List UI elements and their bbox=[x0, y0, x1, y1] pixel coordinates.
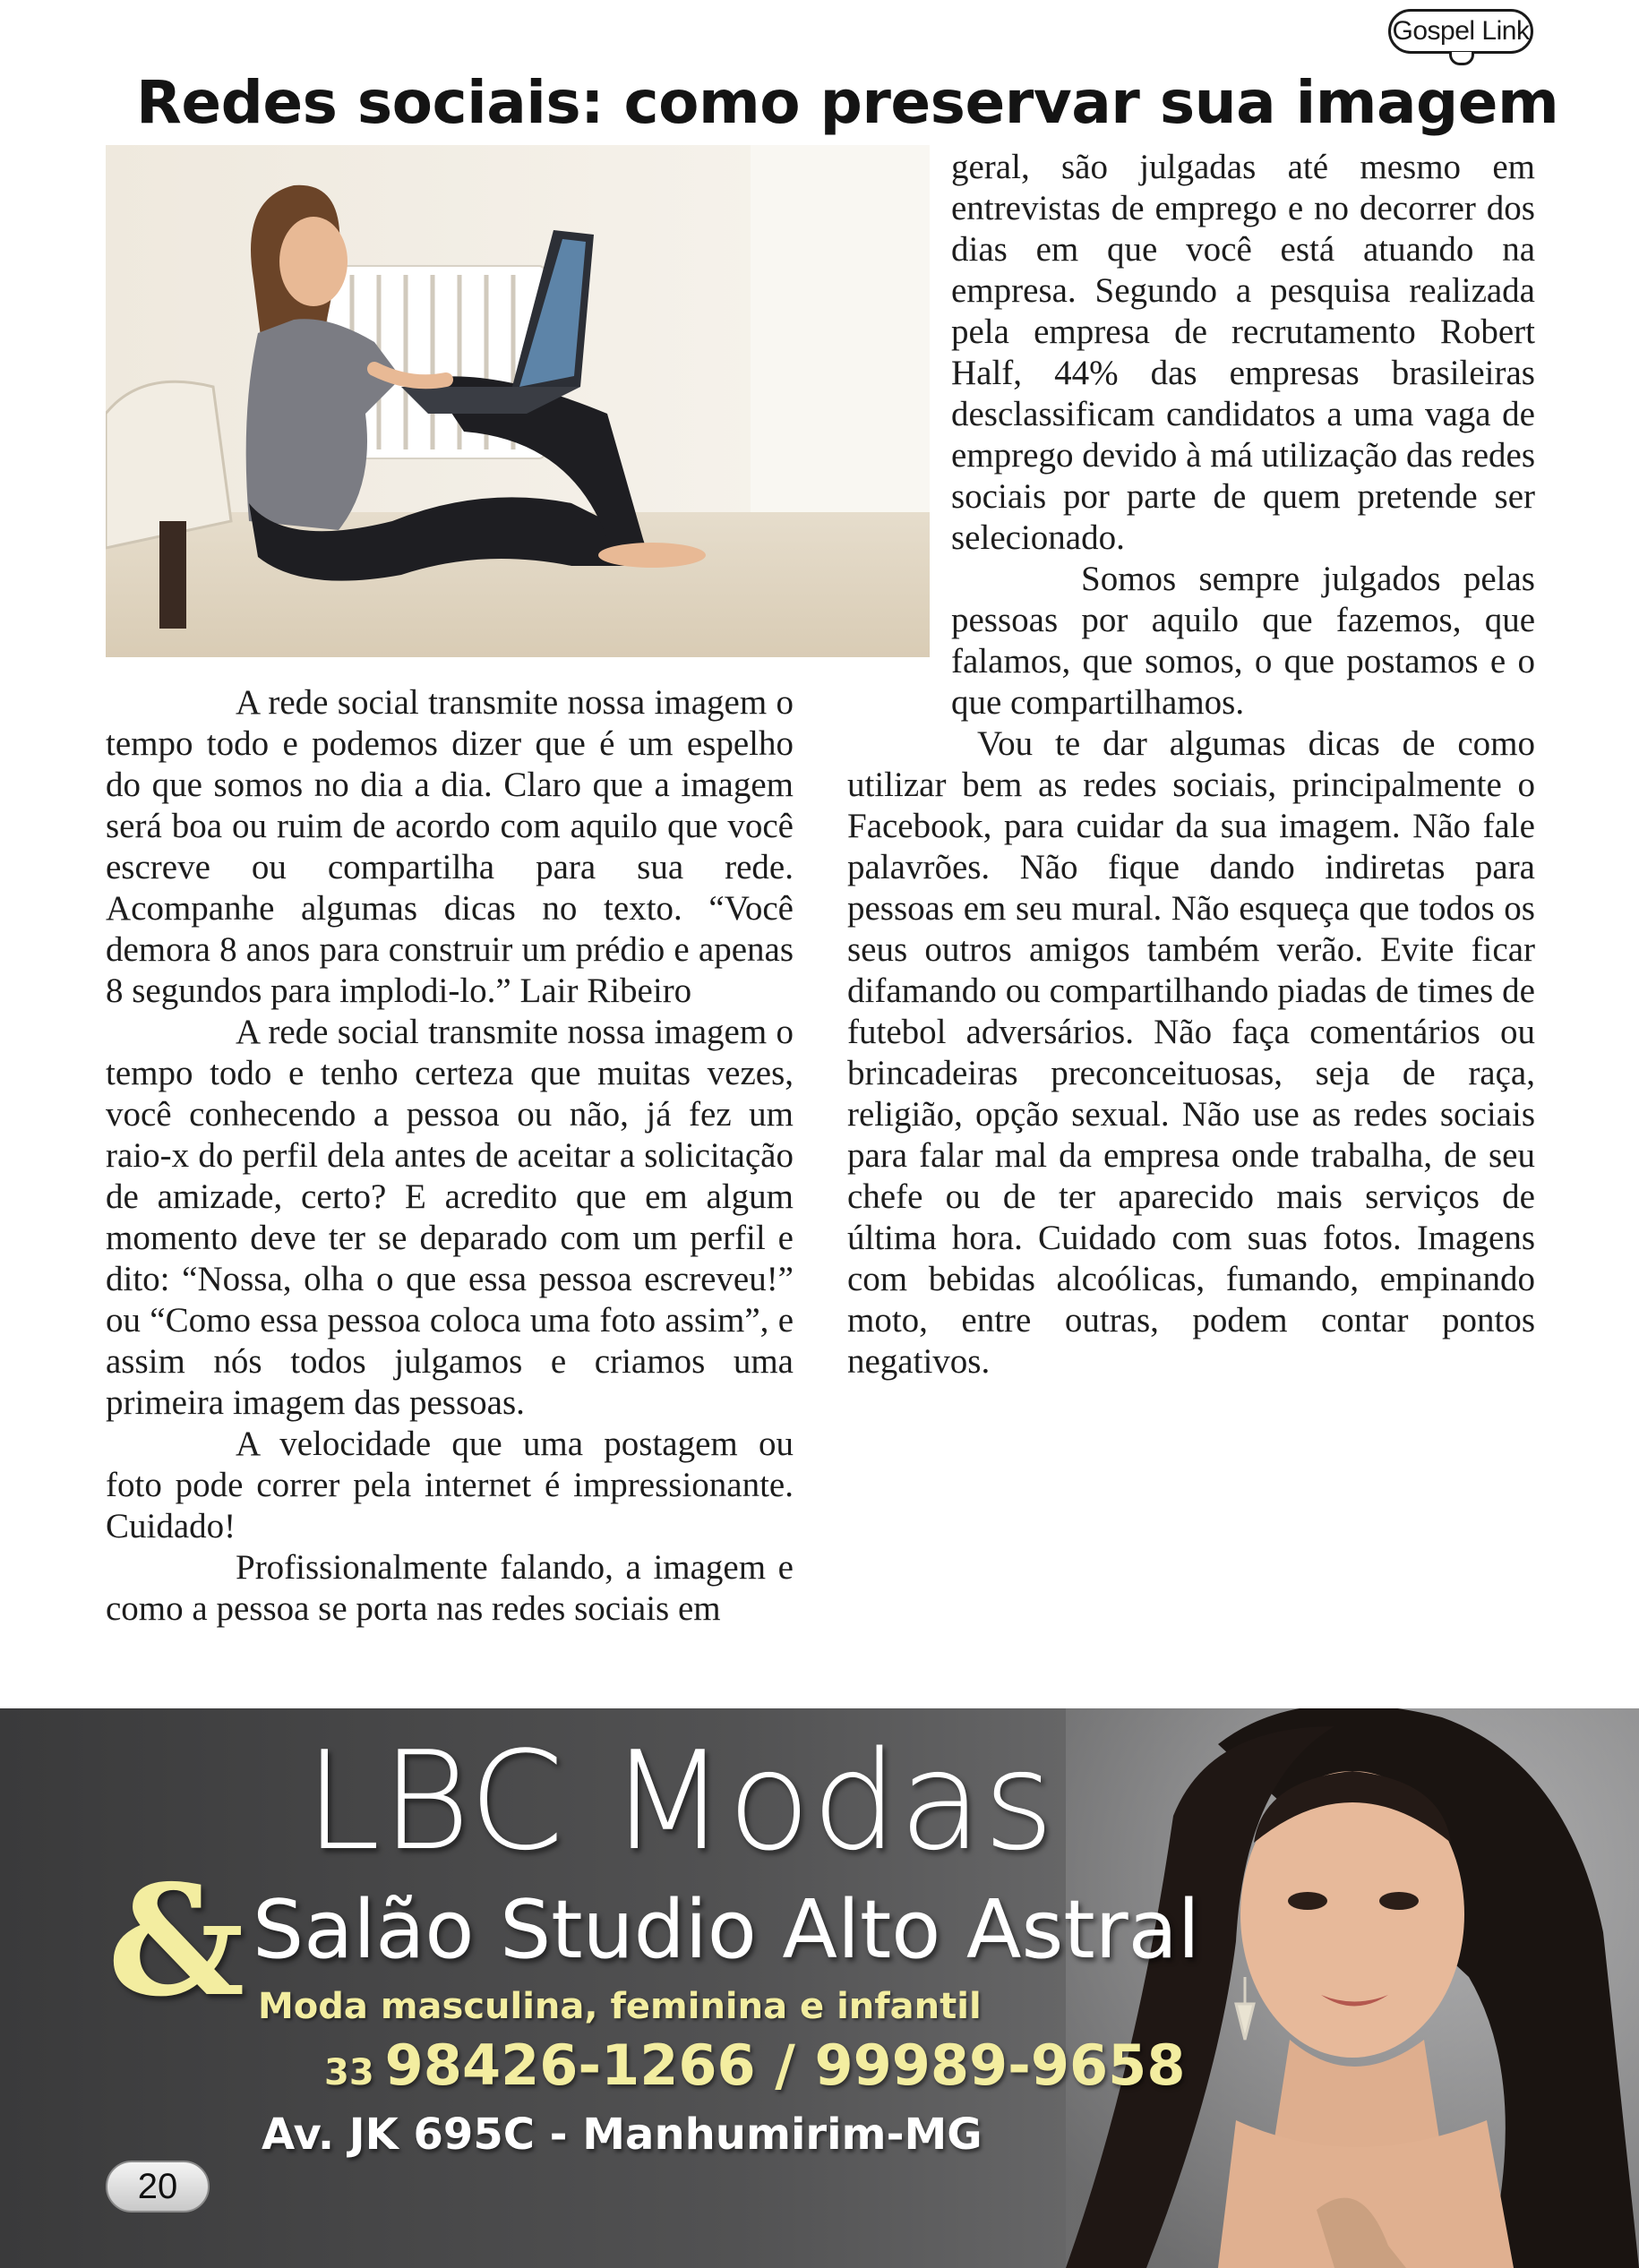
article-column-right-top bbox=[951, 147, 1535, 723]
article-column-left bbox=[106, 682, 794, 1630]
ad-ampersand: & bbox=[107, 1852, 245, 2031]
paragraph: A velocidade que uma postagem ou foto pode correr pela internet é impressionante. Cuidado! bbox=[106, 1425, 794, 1545]
paragraph: Somos sempre julgados pelas pessoas por aquilo que fazemos, que falamos, que somos, o que postamos e o que compartilhamos. bbox=[951, 560, 1535, 722]
model-portrait-illustration bbox=[1066, 1708, 1639, 2268]
paragraph: Vou te dar algumas dicas de como utilizar bem as redes sociais, principalmente o Facebook, para cuidar da sua imagem. Não fale palavrões. Não fique dando indiretas para pessoas em seu mural. Não esqueça que todos os seus outros amigos também verão. Evite ficar difamando ou compartilhando piadas de times de futebol adversários. Não faça comentários ou brincadeiras preconceituosas, seja de raça, religião, opção sexual. Não use as redes sociais para falar mal da empresa onde trabalha, de seu chefe ou de ter aparecido mais serviços de última hora. Cuidado com suas fotos. Imagens com bebidas alcoólicas, fumando, empinando moto, entre outras, podem contar pontos negativos. bbox=[847, 724, 1535, 1381]
paragraph: Profissionalmente falando, a imagem e como a pessoa se porta nas redes sociais em bbox=[106, 1548, 794, 1628]
paragraph: A rede social transmite nossa imagem o tempo todo e podemos dizer que é um espelho do que somos no dia a dia. Claro que a imagem será boa ou ruim de acordo com aquilo que você escreve ou compartilha para sua rede. Acompanhe algumas dicas no texto. “Você demora 8 anos para construir um prédio e apenas 8 segundos para implodi-lo.” Lair Ribeiro bbox=[106, 683, 794, 1010]
ad-phone-area-code: 33 bbox=[324, 2052, 374, 2093]
article-title: Redes sociais: como preservar sua imagem bbox=[136, 68, 1559, 137]
article-photo bbox=[106, 145, 930, 657]
page-number-label: 20 bbox=[137, 2166, 178, 2206]
ad-address: Av. JK 695C - Manhumirim-MG bbox=[262, 2110, 983, 2160]
publication-badge bbox=[1388, 9, 1533, 54]
badge-decoration bbox=[1449, 52, 1474, 65]
paragraph: geral, são julgadas até mesmo em entrevistas de emprego e no decorrer dos dias em que você está atuando na empresa. Segundo a pesquisa realizada pela empresa de recrutamento Robert Half, 44% das empresas brasileiras desclassificam candidatos a uma vaga de emprego devido à má utilização das redes sociais por parte de quem pretende ser selecionado. bbox=[951, 148, 1535, 557]
ad-brand-name: LBC Modas bbox=[305, 1722, 1055, 1880]
advertisement-banner bbox=[0, 1708, 1639, 2268]
publication-badge-label: Gospel Link bbox=[1392, 16, 1530, 46]
ad-phone-numbers bbox=[324, 2033, 1185, 2098]
ad-phone-list: 98426-1266 / 99989-9658 bbox=[384, 2033, 1186, 2098]
ad-tagline: Moda masculina, feminina e infantil bbox=[258, 1986, 982, 2027]
ad-salon-name: Salão Studio Alto Astral bbox=[253, 1883, 1200, 1977]
woman-with-laptop-illustration bbox=[106, 145, 930, 657]
article-column-right-bottom bbox=[847, 723, 1535, 1382]
page-number bbox=[106, 2161, 210, 2212]
paragraph: A rede social transmite nossa imagem o tempo todo e tenho certeza que muitas vezes, você conhecendo a pessoa ou não, já fez um raio-x do perfil dela antes de aceitar a solicitação de amizade, certo? E acredito que em algum momento deve ter se deparado com um perfil e dito: “Nossa, olha o que essa pessoa escreveu!” ou “Como essa pessoa coloca uma foto assim”, e assim nós todos julgamos e criamos uma primeira imagem das pessoas. bbox=[106, 1013, 794, 1422]
